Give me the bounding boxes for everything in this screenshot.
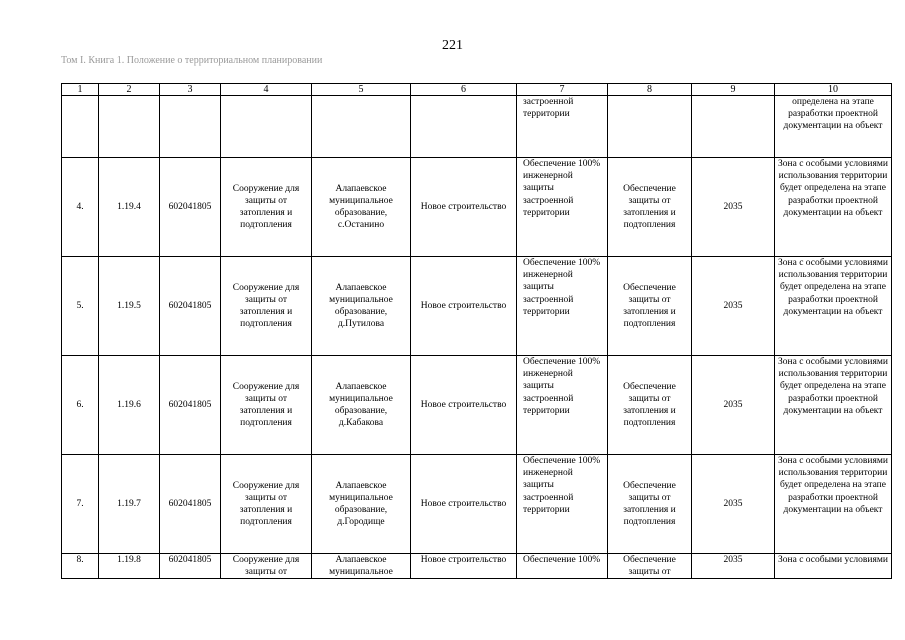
table-row: [62, 356, 892, 455]
cell-num: 7.: [62, 455, 99, 554]
table-row: [62, 158, 892, 257]
cell-code: 1.19.6: [99, 356, 160, 455]
cell-purpose: Обеспечение 100% инженерной защиты застроенной территории: [517, 455, 608, 554]
cell-id: 602041805: [160, 356, 221, 455]
cell-code: 1.19.8: [99, 554, 160, 579]
cell-num: 6.: [62, 356, 99, 455]
cell-purpose: Обеспечение 100%: [517, 554, 608, 579]
empty-cell: [160, 96, 221, 158]
cell-id: 602041805: [160, 158, 221, 257]
cell-function: Обеспечение защиты от: [608, 554, 692, 579]
table-header-row: [62, 84, 892, 96]
empty-cell: [692, 96, 775, 158]
planning-table: [61, 83, 892, 579]
empty-cell: [221, 96, 312, 158]
cell-purpose: Обеспечение 100% инженерной защиты застроенной территории: [517, 356, 608, 455]
continuation-row: [62, 96, 892, 158]
column-header: 1: [62, 84, 99, 96]
empty-cell: [312, 96, 411, 158]
cell-type: Новое строительство: [411, 257, 517, 356]
column-header: 6: [411, 84, 517, 96]
cell-type: Новое строительство: [411, 158, 517, 257]
cell-location: Алапаевское муниципальное образование, с.Останино: [312, 158, 411, 257]
cell-zone: Зона с особыми условиями использования территории будет определена на этапе разработки проектной документации на объект: [775, 356, 892, 455]
cell-id: 602041805: [160, 455, 221, 554]
cell-purpose: Обеспечение 100% инженерной защиты застроенной территории: [517, 158, 608, 257]
column-header: 2: [99, 84, 160, 96]
cell-zone: Зона с особыми условиями использования территории будет определена на этапе разработки проектной документации на объект: [775, 257, 892, 356]
cell-function: Обеспечение защиты от затопления и подтопления: [608, 356, 692, 455]
table-row: [62, 455, 892, 554]
cell-zone: Зона с особыми условиями использования территории будет определена на этапе разработки проектной документации на объект: [775, 158, 892, 257]
column-header: 9: [692, 84, 775, 96]
column-header: 4: [221, 84, 312, 96]
cell-type: Новое строительство: [411, 356, 517, 455]
cell-code: 1.19.5: [99, 257, 160, 356]
cell-location: Алапаевское муниципальное образование, д.Кабакова: [312, 356, 411, 455]
cell-year: 2035: [692, 257, 775, 356]
cell-year: 2035: [692, 158, 775, 257]
cell-year: 2035: [692, 356, 775, 455]
column-header: 5: [312, 84, 411, 96]
cell-object: Сооружение для защиты от: [221, 554, 312, 579]
table-row: [62, 554, 892, 579]
cell-zone: Зона с особыми условиями использования территории будет определена на этапе разработки проектной документации на объект: [775, 455, 892, 554]
cell-code: 1.19.7: [99, 455, 160, 554]
cell-object: Сооружение для защиты от затопления и подтопления: [221, 356, 312, 455]
cell-object: Сооружение для защиты от затопления и подтопления: [221, 158, 312, 257]
cell-zone: Зона с особыми условиями: [775, 554, 892, 579]
empty-cell: [62, 96, 99, 158]
page-number: 221: [442, 38, 463, 53]
cell-type: Новое строительство: [411, 554, 517, 579]
empty-cell: [608, 96, 692, 158]
cell-code: 1.19.4: [99, 158, 160, 257]
cell-type: Новое строительство: [411, 455, 517, 554]
cell-num: 4.: [62, 158, 99, 257]
column-header: 3: [160, 84, 221, 96]
cell-object: Сооружение для защиты от затопления и подтопления: [221, 455, 312, 554]
table-row: [62, 257, 892, 356]
column-header: 10: [775, 84, 892, 96]
empty-cell: [411, 96, 517, 158]
cell-id: 602041805: [160, 554, 221, 579]
cell-purpose: Обеспечение 100% инженерной защиты застроенной территории: [517, 257, 608, 356]
running-header: Том I. Книга 1. Положение о территориальном планировании: [61, 55, 323, 66]
cell-zone: определена на этапе разработки проектной документации на объект: [775, 96, 892, 158]
cell-function: Обеспечение защиты от затопления и подтопления: [608, 455, 692, 554]
cell-function: Обеспечение защиты от затопления и подтопления: [608, 158, 692, 257]
cell-num: 5.: [62, 257, 99, 356]
cell-location: Алапаевское муниципальное образование, д.Городище: [312, 455, 411, 554]
empty-cell: [99, 96, 160, 158]
cell-object: Сооружение для защиты от затопления и подтопления: [221, 257, 312, 356]
cell-purpose: застроенной территории: [517, 96, 608, 158]
cell-location: Алапаевское муниципальное: [312, 554, 411, 579]
cell-id: 602041805: [160, 257, 221, 356]
cell-location: Алапаевское муниципальное образование, д.Путилова: [312, 257, 411, 356]
cell-num: 8.: [62, 554, 99, 579]
column-header: 8: [608, 84, 692, 96]
column-header: 7: [517, 84, 608, 96]
cell-function: Обеспечение защиты от затопления и подтопления: [608, 257, 692, 356]
cell-year: 2035: [692, 455, 775, 554]
cell-year: 2035: [692, 554, 775, 579]
